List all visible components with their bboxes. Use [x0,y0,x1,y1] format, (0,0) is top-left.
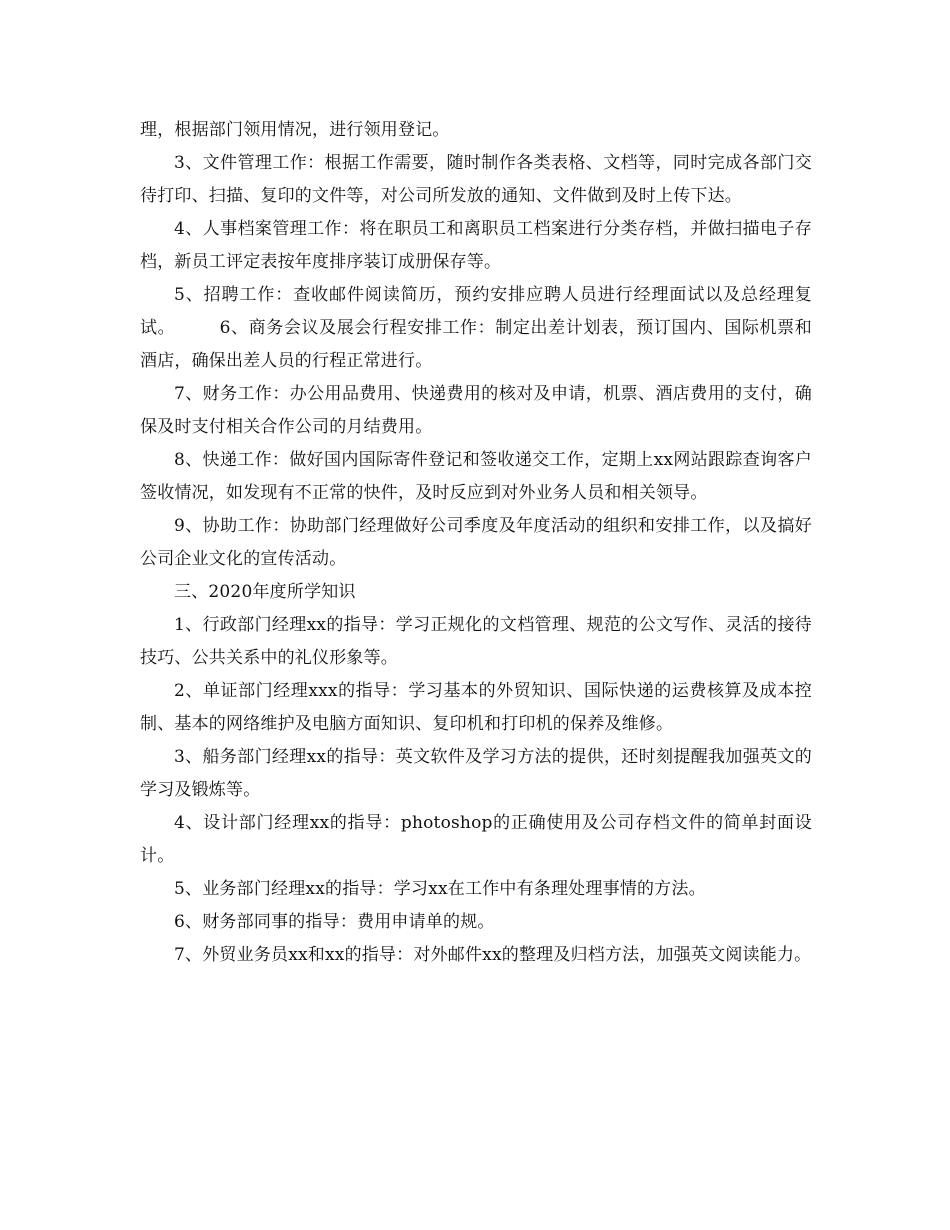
paragraph-design-guidance: 4、设计部门经理xx的指导：photoshop的正确使用及公司存档文件的简单封面设计。 [140,813,812,866]
paragraph-finance-guidance: 6、财务部同事的指导：费用申请单的规。 [174,912,495,932]
paragraph-express: 8、快递工作：做好国内国际寄件登记和签收递交工作，定期上xx网站跟踪查询客户签收情况，如发现有不正常的快件，及时反应到对外业务人员和相关领导。 [140,450,812,503]
paragraph-business-guidance: 5、业务部门经理xx的指导：学习xx在工作中有条理处理事情的方法。 [174,879,706,899]
paragraph-personnel-archives: 4、人事档案管理工作：将在职员工和离职员工档案进行分类存档，并做扫描电子存档，新员工评定表按年度排序装订成册保存等。 [140,219,812,272]
section-heading-knowledge: 三、2020年度所学知识 [174,582,356,602]
paragraph-recruitment: 5、招聘工作：查收邮件阅读简历，预约安排应聘人员进行经理面试以及总经理复试。 6、商务会议及展会行程安排工作：制定出差计划表，预订国内、国际机票和酒店，确保出差人员的行程正常进行。 [140,285,812,371]
paragraph-continuation: 理，根据部门领用情况，进行领用登记。 [140,120,450,140]
paragraph-trade-guidance: 7、外贸业务员xx和xx的指导：对外邮件xx的整理及归档方法，加强英文阅读能力。 [174,945,812,965]
paragraph-file-management: 3、文件管理工作：根据工作需要，随时制作各类表格、文档等，同时完成各部门交待打印、扫描、复印的文件等，对公司所发放的通知、文件做到及时上传下达。 [140,153,812,206]
paragraph-documents-guidance: 2、单证部门经理xxx的指导：学习基本的外贸知识、国际快递的运费核算及成本控制、基本的网络维护及电脑方面知识、复印机和打印机的保养及维修。 [140,681,812,734]
paragraph-finance: 7、财务工作：办公用品费用、快递费用的核对及申请，机票、酒店费用的支付，确保及时支付相关合作公司的月结费用。 [140,384,812,437]
document-body [140,114,812,972]
paragraph-assistance: 9、协助工作：协助部门经理做好公司季度及年度活动的组织和安排工作，以及搞好公司企业文化的宣传活动。 [140,516,812,569]
paragraph-shipping-guidance: 3、船务部门经理xx的指导：英文软件及学习方法的提供，还时刻提醒我加强英文的学习及锻炼等。 [140,747,812,800]
paragraph-admin-guidance: 1、行政部门经理xx的指导：学习正规化的文档管理、规范的公文写作、灵活的接待技巧、公共关系中的礼仪形象等。 [140,615,812,668]
